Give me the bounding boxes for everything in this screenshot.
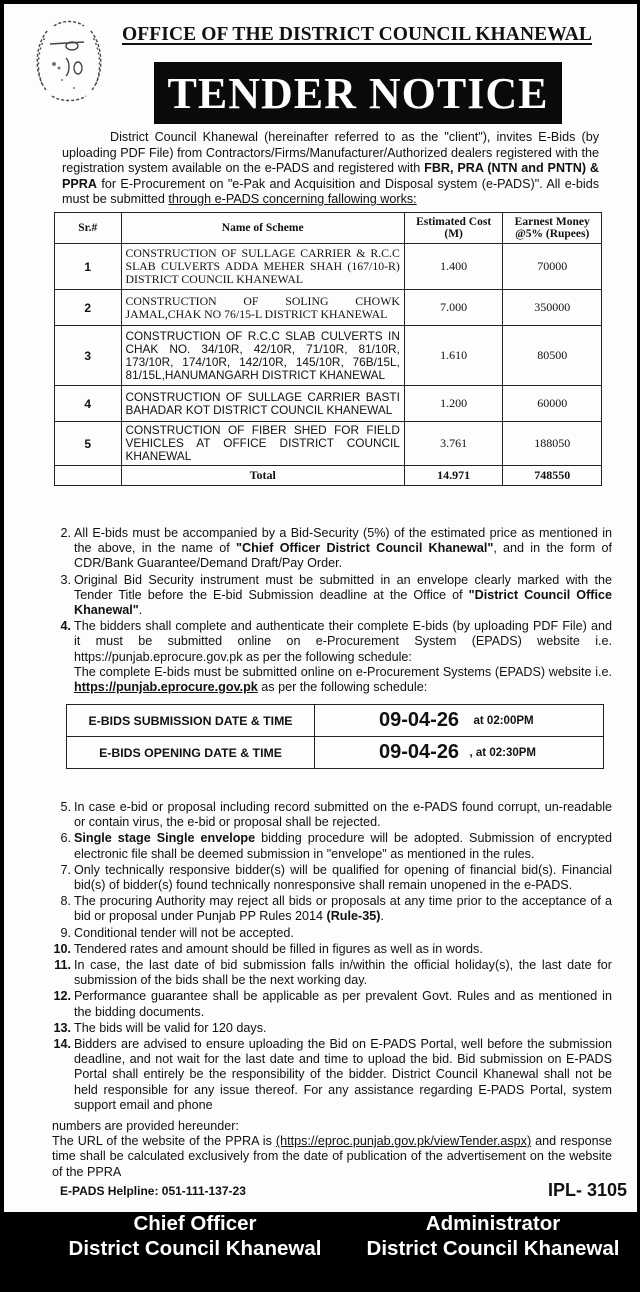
clause-12	[52, 989, 612, 1019]
clause-5	[52, 800, 612, 830]
signatory-title: Administrator	[425, 1212, 561, 1235]
schedule-date: 09-04-26	[379, 741, 460, 763]
clause-number: 8.	[60, 894, 71, 909]
table-row	[55, 422, 602, 466]
total-cost: 14.971	[404, 466, 503, 486]
clauses-part-b	[52, 800, 612, 1180]
ppra-text-pre: The URL of the website of the PPRA is	[52, 1134, 276, 1149]
epads-link[interactable]: https://punjab.eprocure.gov.pk	[74, 680, 258, 695]
signatory-chief-officer	[50, 1211, 340, 1261]
clauses-part-a	[52, 526, 612, 696]
schedule-value	[315, 705, 604, 737]
district-council-emblem-icon	[32, 18, 106, 106]
clause-3	[52, 573, 612, 619]
clause-text: Original Bid Security instrument must be submitted in an envelope clearly marked with the Tender Title before the E-bid Submission deadline at the Office of	[74, 572, 612, 602]
clause-14	[52, 1037, 612, 1113]
clause-text: Only technically responsive bidder(s) will be qualified for opening of financial bid(s). Financial bid(s) of bidder(s) found technically nonresponsive shall remain unopened in the e-PADS.	[74, 862, 612, 893]
clause-text: The bidders shall complete and authenticate their complete E-bids (by uploading PDF File) and it must be submitted online on e-Procurement System (EPADS) website i.e. https://punjab.eprocure.gov.pk as per the following schedule:	[74, 619, 612, 664]
clause-text: All E-bids must be accompanied by a Bid-Security (5%) of the estimated price as mentioned in the above, in the name of	[74, 526, 612, 556]
ipl-number: IPL- 3105	[547, 1180, 627, 1200]
clause-text: , and in the form of CDR/Bank Guarantee/Demand Draft/Pay Order.	[74, 541, 612, 571]
clause-number: 2.	[60, 526, 71, 540]
notice-paper	[4, 4, 637, 1212]
clause-text: The complete E-bids must be submitted online on e-Procurement Systems (EPADS) website i.e.	[74, 664, 612, 679]
clause-9	[52, 926, 612, 941]
clause-text: .	[138, 603, 143, 618]
clause-number: 4.	[60, 619, 71, 634]
row-name: CONSTRUCTION OF SULLAGE CARRIER & R.C.C SLAB CULVERTS ADDA MEHER SHAH (167/10-R) DISTRICT COUNCIL KHANEWAL	[121, 244, 404, 290]
closing-paragraph	[52, 1119, 612, 1180]
clause-4	[52, 619, 612, 695]
signatory-title: Chief Officer	[133, 1212, 257, 1235]
row-name: CONSTRUCTION OF FIBER SHED FOR FIELD VEHICLES AT OFFICE DISTRICT COUNCIL KHANEWAL	[121, 422, 404, 466]
clause-number: 3.	[60, 572, 71, 587]
schedule-table	[66, 704, 604, 769]
clause-8	[52, 894, 612, 924]
schedule-row-submission	[67, 705, 604, 737]
signatory-administrator	[348, 1211, 638, 1261]
clause-bold: (Rule-35)	[326, 909, 381, 924]
schedule-value	[315, 737, 604, 769]
row-sr: 3	[55, 326, 122, 386]
clause-text: .	[380, 909, 384, 924]
row-earnest: 80500	[503, 326, 602, 386]
schedule-time: , at 02:30PM	[469, 746, 536, 759]
intro-paragraph	[62, 130, 599, 208]
clause-text: The procuring Authority may reject all bids or proposals at any time prior to the acceptance of a bid or proposal under Punjab PP Rules 2014	[74, 894, 612, 924]
row-cost: 1.610	[404, 326, 503, 386]
clause-text: In case e-bid or proposal including record submitted on the e-PADS found corrupt, un-readable or contain virus, the e-bid or proposal shall be rejected.	[74, 800, 612, 830]
header-cost: Estimated Cost (M)	[404, 213, 503, 244]
row-earnest: 350000	[503, 290, 602, 326]
clause-number: 5.	[60, 800, 71, 814]
total-row	[55, 466, 602, 486]
schedule-date: 09-04-26	[379, 709, 460, 731]
schemes-table	[54, 212, 602, 486]
clause-number: 11.	[54, 958, 71, 973]
clause-number: 9.	[60, 925, 71, 940]
clause-bold: Single stage Single envelope	[74, 831, 256, 846]
row-name: CONSTRUCTION OF SULLAGE CARRIER BASTI BAHADAR KOT DISTRICT COUNCIL KHANEWAL	[121, 386, 404, 422]
clause-text: Bidders are advised to ensure uploading the Bid on E-PADS Portal, well before the submission deadline, and not wait for the last date and time to upload the bid. Bid submission on E-PADS Portal shall entirely be the responsibility of the bidder. District Council Khanewal shall not be held responsible for any issue thereof. For any assistance regarding E-PADS Portal, system support email and phone	[74, 1037, 612, 1112]
row-cost: 1.400	[404, 244, 503, 290]
row-cost: 3.761	[404, 422, 503, 466]
clause-11	[52, 958, 612, 988]
clause-number: 7.	[60, 862, 71, 877]
total-label: Total	[121, 466, 404, 486]
row-name: CONSTRUCTION OF SOLING CHOWK JAMAL,CHAK NO 76/15-L DISTRICT KHANEWAL	[121, 290, 404, 326]
header-earnest: Earnest Money @5% (Rupees)	[503, 213, 602, 244]
schedule-time: at 02:00PM	[473, 714, 534, 727]
clause-2	[52, 526, 612, 572]
table-row	[55, 290, 602, 326]
intro-underlined: through e-PADS concerning fallowing works:	[168, 192, 417, 207]
schedule-label: E-BIDS SUBMISSION DATE & TIME	[67, 705, 315, 737]
table-row	[55, 244, 602, 290]
total-earnest: 748550	[503, 466, 602, 486]
clause-bold: "District Council Office Khanewal"	[74, 587, 612, 618]
clause-number: 10.	[53, 941, 71, 956]
schemes-header-row	[55, 213, 602, 244]
clause-text: bidding procedure will be adopted. Submission of encrypted electronic file shall be deemed submission in "envelope" as mentioned in the rules.	[74, 831, 612, 861]
clause-10	[52, 942, 612, 957]
schedule-row-opening	[67, 737, 604, 769]
intro-bold-registration: FBR, PRA (NTN and PNTN) & PPRA	[62, 161, 599, 191]
header-sr: Sr.#	[55, 213, 122, 244]
clause-number: 13.	[53, 1020, 71, 1035]
clause-number: 14.	[53, 1037, 71, 1052]
clause-number: 12.	[53, 989, 71, 1004]
clause-7	[52, 863, 612, 893]
epads-helpline: E-PADS Helpline: 051-111-137-23	[60, 1184, 246, 1198]
signatory-org: District Council Khanewal	[68, 1237, 322, 1260]
clause-text: Conditional tender will not be accepted.	[74, 925, 294, 940]
table-row	[55, 326, 602, 386]
clause-text: The bids will be valid for 120 days.	[74, 1020, 267, 1035]
row-sr: 1	[55, 244, 122, 290]
clause-text: Tendered rates and amount should be filled in figures as well as in words.	[74, 941, 483, 956]
row-cost: 1.200	[404, 386, 503, 422]
ppra-link[interactable]: (https://eproc.punjab.gov.pk/viewTender.aspx)	[275, 1134, 532, 1149]
row-cost: 7.000	[404, 290, 503, 326]
intro-text-1: District Council Khanewal (hereinafter referred to as the "client"), invites E-Bids (by uploading PDF File) from Contractors/Firms/Manufacturer/Authorized dealers registered with the registration system available on the e-PADS and registered with	[62, 130, 599, 176]
signatory-org: District Council Khanewal	[366, 1237, 620, 1260]
table-row	[55, 386, 602, 422]
row-earnest: 70000	[503, 244, 602, 290]
schedule-label: E-BIDS OPENING DATE & TIME	[67, 737, 315, 769]
row-earnest: 60000	[503, 386, 602, 422]
row-sr: 5	[55, 422, 122, 466]
clause-text: Performance guarantee shall be applicable as per prevalent Govt. Rules and as mentioned in the bidding documents.	[74, 989, 612, 1019]
total-empty-cell	[55, 466, 122, 486]
row-sr: 2	[55, 290, 122, 326]
tender-notice-heading: TENDER NOTICE	[154, 62, 562, 124]
clause-bold: "Chief Officer District Council Khanewal"	[236, 541, 494, 556]
clause-13	[52, 1021, 612, 1036]
clause-6	[52, 831, 612, 861]
clause-number: 6.	[60, 831, 71, 846]
clause-text: as per the following schedule:	[257, 680, 428, 695]
office-title: OFFICE OF THE DISTRICT COUNCIL KHANEWAL	[122, 24, 593, 45]
ppra-text-post: and response time shall be calculated exclusively from the date of publication of the advertisement on the website of the PPRA	[52, 1134, 612, 1179]
closing-line: numbers are provided hereunder:	[52, 1119, 239, 1134]
row-name: CONSTRUCTION OF R.C.C SLAB CULVERTS IN CHAK NO. 34/10R, 42/10R, 71/10R, 81/10R, 173/10R, 174/10R, 142/10R, 145/10R, 76B/15L, 81/15L,HANUMANGARH DISTRICT KHANEWAL	[121, 326, 404, 386]
header-name: Name of Scheme	[121, 213, 404, 244]
row-sr: 4	[55, 386, 122, 422]
intro-text-2: for E-Procurement on "e-Pak and Acquisition and Disposal system (e-PADS)". All e-bids must be submitted	[62, 176, 599, 207]
clause-text: In case, the last date of bid submission falls in/within the official holiday(s), the last date for submission of the bids shall be the next working day.	[74, 958, 612, 988]
row-earnest: 188050	[503, 422, 602, 466]
